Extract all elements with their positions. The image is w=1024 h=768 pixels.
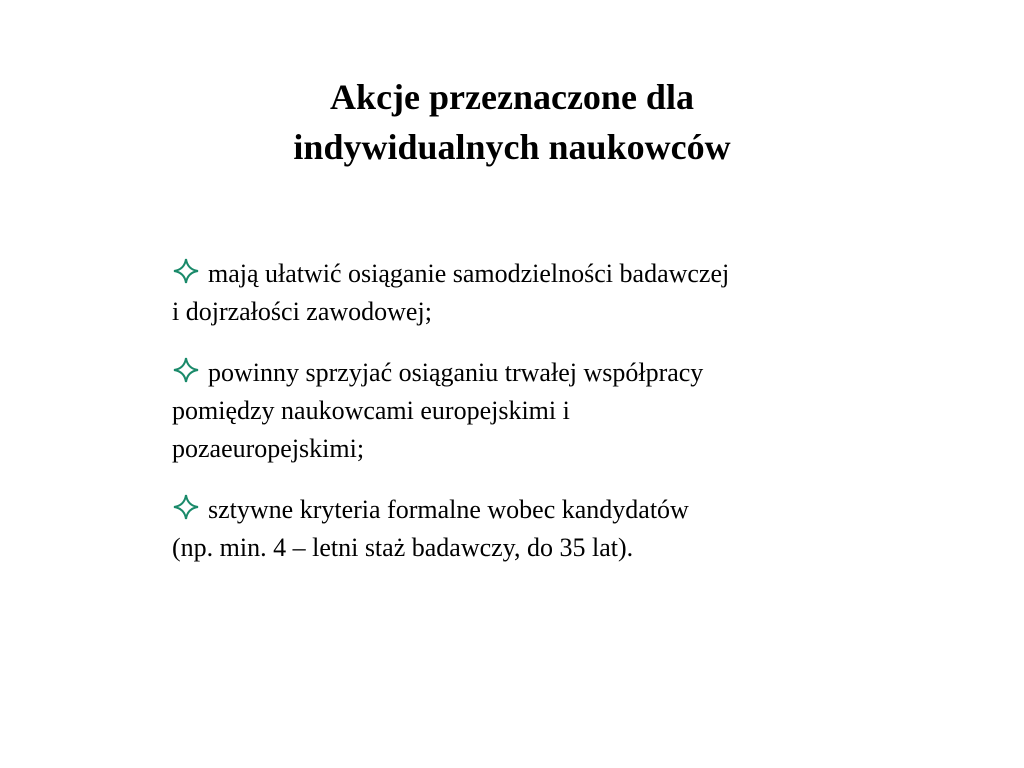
bullet-text: mają ułatwić osiąganie samodzielności badawczej [208,259,730,288]
bullet-line [172,491,932,529]
bullet-item [172,255,932,331]
four-point-star-icon [172,356,200,384]
bullet-line: pomiędzy naukowcami europejskimi i [172,396,570,425]
four-point-star-icon [172,257,200,285]
bullet-item [172,491,932,567]
four-point-star-icon [172,493,200,521]
slide-title-line-2: indywidualnych naukowców [293,127,731,167]
bullet-line [172,255,932,293]
bullet-line: pozaeuropejskimi; [172,434,365,463]
bullet-text: powinny sprzyjać osiąganiu trwałej współpracy [208,358,704,387]
bullet-list [172,255,932,567]
slide-title [112,72,912,172]
bullet-line: i dojrzałości zawodowej; [172,297,432,326]
slide-title-line-1: Akcje przeznaczone dla [330,77,694,117]
bullet-item [172,354,932,468]
bullet-line [172,354,932,392]
bullet-text: sztywne kryteria formalne wobec kandydatów [208,495,689,524]
bullet-line: (np. min. 4 – letni staż badawczy, do 35 lat). [172,533,634,562]
